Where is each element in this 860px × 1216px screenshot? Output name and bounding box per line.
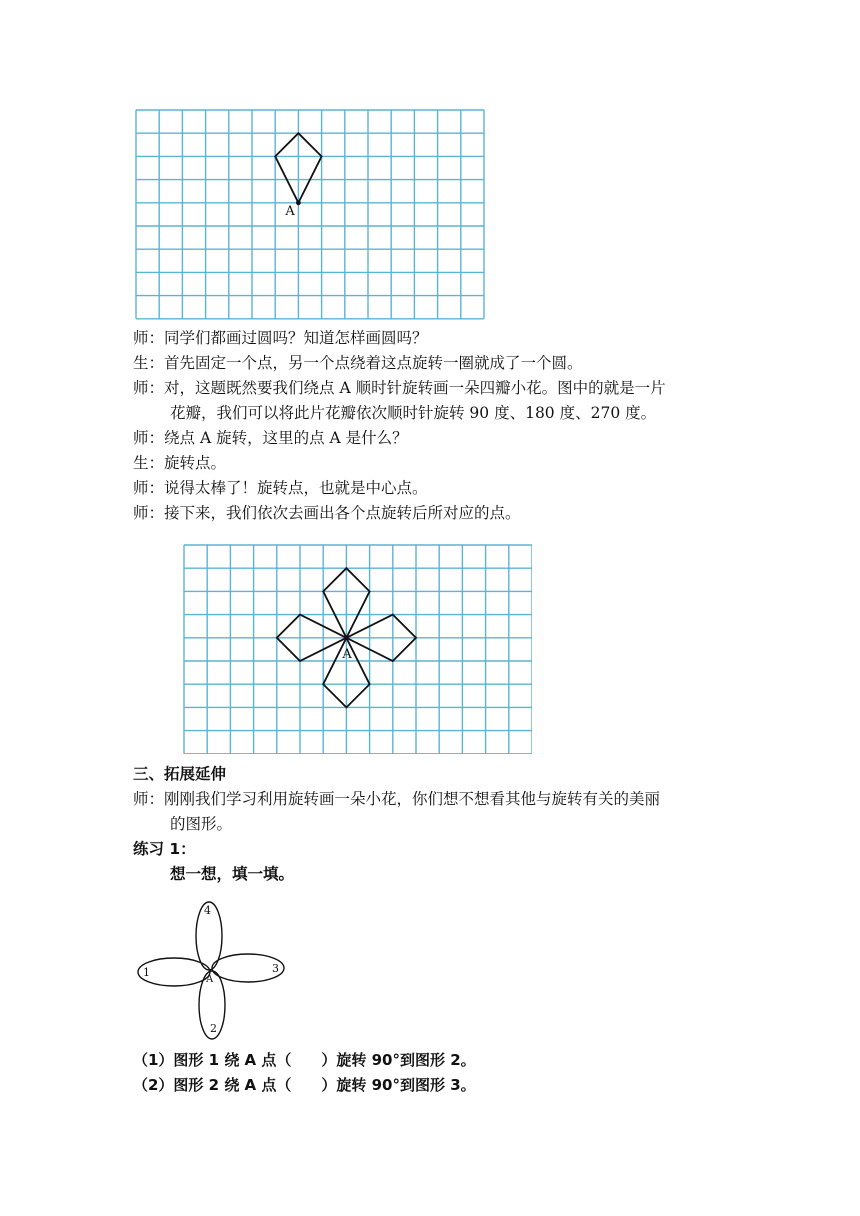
question-1: （1）图形 1 绕 A 点（ ）旋转 90°到图形 2。 [133, 1051, 476, 1069]
speaker-label: 师： [133, 479, 165, 497]
center-label-a: A [206, 974, 214, 985]
dialogue-line [133, 501, 733, 526]
dialogue-text: 同学们都画过圆吗？知道怎样画圆吗？ [164, 329, 428, 347]
exercise-instruction: 想一想，填一填。 [170, 865, 295, 883]
ellipse-petal-figure [133, 898, 293, 1043]
petal-label-4: 4 [204, 904, 211, 917]
dialogue-line [133, 376, 733, 426]
dialogue-text: 旋转点。 [164, 454, 227, 472]
question-2: （2）图形 2 绕 A 点（ ）旋转 90°到图形 3。 [133, 1076, 476, 1094]
dialogue-text: 对，这题既然要我们绕点 A 顺时针旋转画一朵四瓣小花。图中的就是一片 [164, 379, 666, 397]
dialogue-text-continued: 花瓣，我们可以将此片花瓣依次顺时针旋转 90 度、180 度、270 度。 [170, 404, 657, 422]
speaker-label: 师： [133, 790, 165, 808]
section-extension [133, 762, 733, 887]
grid-figure-1 [133, 108, 487, 322]
grid-lines [184, 545, 532, 754]
grid-figure-2 [182, 543, 532, 754]
petal-label-3: 3 [272, 962, 279, 975]
dialogue-text: 接下来，我们依次去画出各个点旋转后所对应的点。 [164, 504, 521, 522]
exercise-title: 练习 1： [133, 840, 196, 858]
dialogue-line [133, 351, 733, 376]
dialogue-block-1 [133, 326, 733, 526]
dialogue-text: 刚刚我们学习利用旋转画一朵小花，你们想不想看其他与旋转有关的美丽 [164, 790, 661, 808]
grid-lines [136, 110, 484, 319]
speaker-label: 师： [133, 379, 165, 397]
ellipse-petal-svg [133, 898, 293, 1043]
dialogue-line [133, 451, 733, 476]
grid-figure-1-svg [133, 108, 487, 322]
speaker-label: 生： [133, 454, 165, 472]
grid-figure-2-svg [182, 543, 532, 754]
section-heading: 三、拓展延伸 [133, 765, 227, 783]
speaker-label: 师： [133, 329, 165, 347]
dialogue-text: 绕点 A 旋转，这里的点 A 是什么？ [164, 429, 408, 447]
speaker-label: 师： [133, 429, 165, 447]
dialogue-line [133, 476, 733, 501]
dialogue-line [133, 787, 733, 837]
dialogue-line [133, 426, 733, 451]
petal-label-1: 1 [143, 966, 150, 979]
point-a-label: A [285, 203, 295, 219]
speaker-label: 生： [133, 354, 165, 372]
point-a-dot [296, 200, 301, 205]
center-a-label: A [342, 646, 352, 662]
dialogue-text: 首先固定一个点，另一个点绕着这点旋转一圈就成了一个圆。 [164, 354, 583, 372]
dialogue-text-continued: 的图形。 [170, 815, 233, 833]
petal-label-2: 2 [210, 1022, 217, 1035]
dialogue-text: 说得太棒了！旋转点，也就是中心点。 [164, 479, 428, 497]
speaker-label: 师： [133, 504, 165, 522]
dialogue-line [133, 326, 733, 351]
